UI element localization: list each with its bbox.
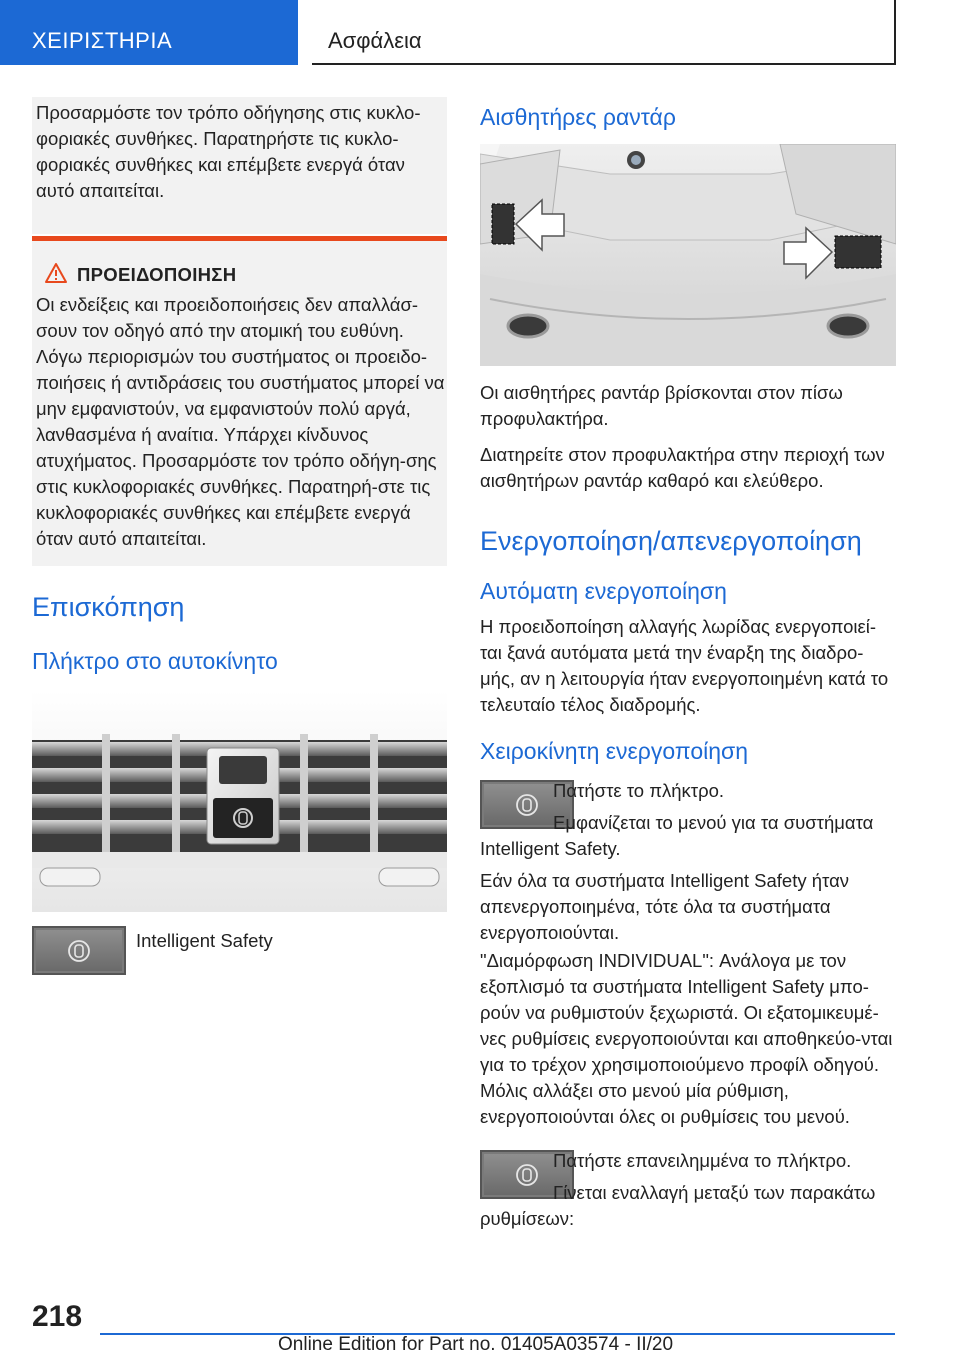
- manual-activation-heading: Χειροκίνητη ενεργοποίηση: [480, 738, 749, 764]
- page-number: 218: [32, 1300, 83, 1333]
- step1-text: Πατήστε το πλήκτρο.: [553, 780, 725, 801]
- section-header: [312, 0, 896, 65]
- rear-bumper-radar-photo: [480, 144, 896, 366]
- step2-result: Γίνεται εναλλαγή μεταξύ των παρακάτω ρυθμίσεων:: [480, 1182, 876, 1229]
- vent-button-photo: [32, 690, 447, 912]
- warning-triangle-icon: [44, 262, 68, 284]
- button-heading: Πλήκτρο στο αυτοκίνητο: [32, 648, 278, 674]
- auto-activation-text: Η προειδοποίηση αλλαγής λωρίδας ενεργοποιεί-ται ξανά αυτόματα μετά την έναρξη της διαδρο-μής, αν η λειτουργία ήταν ενεργοποιημένη κατά το τελευταίο τέλος διαδρομής.: [480, 616, 889, 715]
- warning-text: Οι ενδείξεις και προειδοποιήσεις δεν απαλλάσ-σουν τον οδηγό από την ατομική του ευθύνη. Λόγω περιορισμών του συστήματος οι προειδο-ποιήσεις ή αντιδράσεις του συστήματος μπορεί να μην εμφανιστούν, να εμφανιστούν πολύ αργά, λανθασμένα ή αναίτια. Υπάρχει κίνδυνος ατυχήματος. Προσαρμόστε τον τρόπο οδήγη-σης στις κυκλοφοριακές συνθήκες. Παρατηρή-στε τις κυκλοφοριακές συνθήκες και επέμβετε ενεργά όταν αυτό απαιτείται.: [36, 294, 445, 549]
- auto-activation-heading: Αυτόματη ενεργοποίηση: [480, 578, 727, 604]
- chapter-tab-label: ΧΕΙΡΙΣΤΗΡΙΑ: [32, 28, 173, 53]
- intro-text: Προσαρμόστε τον τρόπο οδήγησης στις κυκλο-φοριακές συνθήκες. Παρατηρήστε τις κυκλο-φοριακές συνθήκες και επέμβετε ενεργά όταν αυτό απαιτείται.: [36, 102, 421, 201]
- overview-heading: Επισκόπηση: [32, 592, 185, 622]
- chapter-tab[interactable]: [0, 0, 298, 65]
- individual-paragraph: "Διαμόρφωση INDIVIDUAL": Ανάλογα με τον εξοπλισμό τα συστήματα Intelligent Safety μπο-ρούν να ρυθμιστούν ξεχωριστά. Οι εξατομικευμέ-νες ρυθμίσεις ενεργοποιούνται και αποθηκεύο-νται για το τρέχον χρησιμοποιούμενο προφίλ οδηγού. Μόλις αλλάξει στο μενού μία ρύθμιση, ενεργοποιούνται όλες οι ρυθμίσεις του μενού.: [480, 950, 893, 1127]
- radar-heading: Αισθητήρες ραντάρ: [480, 104, 676, 130]
- button-caption: Intelligent Safety: [136, 930, 273, 951]
- step1-result: Εμφανίζεται το μενού για τα συστήματα Intelligent Safety.: [480, 812, 874, 859]
- activation-heading: Ενεργοποίηση/απενεργοποίηση: [480, 526, 862, 556]
- warning-title: ΠΡΟΕΙΔΟΠΟΙΗΣΗ: [77, 264, 237, 285]
- radar-paragraph-1: Οι αισθητήρες ραντάρ βρίσκονται στον πίσω προφυλακτήρα.: [480, 382, 843, 429]
- section-title: Ασφάλεια: [328, 28, 422, 53]
- edition-link[interactable]: Online Edition for Part no. 01405A03574 - II/20: [278, 1334, 674, 1355]
- all-off-paragraph: Εάν όλα τα συστήματα Intelligent Safety ήταν απενεργοποιημένα, τότε όλα τα συστήματα ενεργοποιούνται.: [480, 870, 850, 943]
- step2-text: Πατήστε επανειλημμένα το πλήκτρο.: [553, 1150, 852, 1171]
- car-safety-icon: [67, 939, 91, 963]
- radar-paragraph-2: Διατηρείτε στον προφυλακτήρα στην περιοχή των αισθητήρων ραντάρ καθαρό και ελεύθερο.: [480, 444, 885, 491]
- intelligent-safety-button-icon: [32, 926, 126, 975]
